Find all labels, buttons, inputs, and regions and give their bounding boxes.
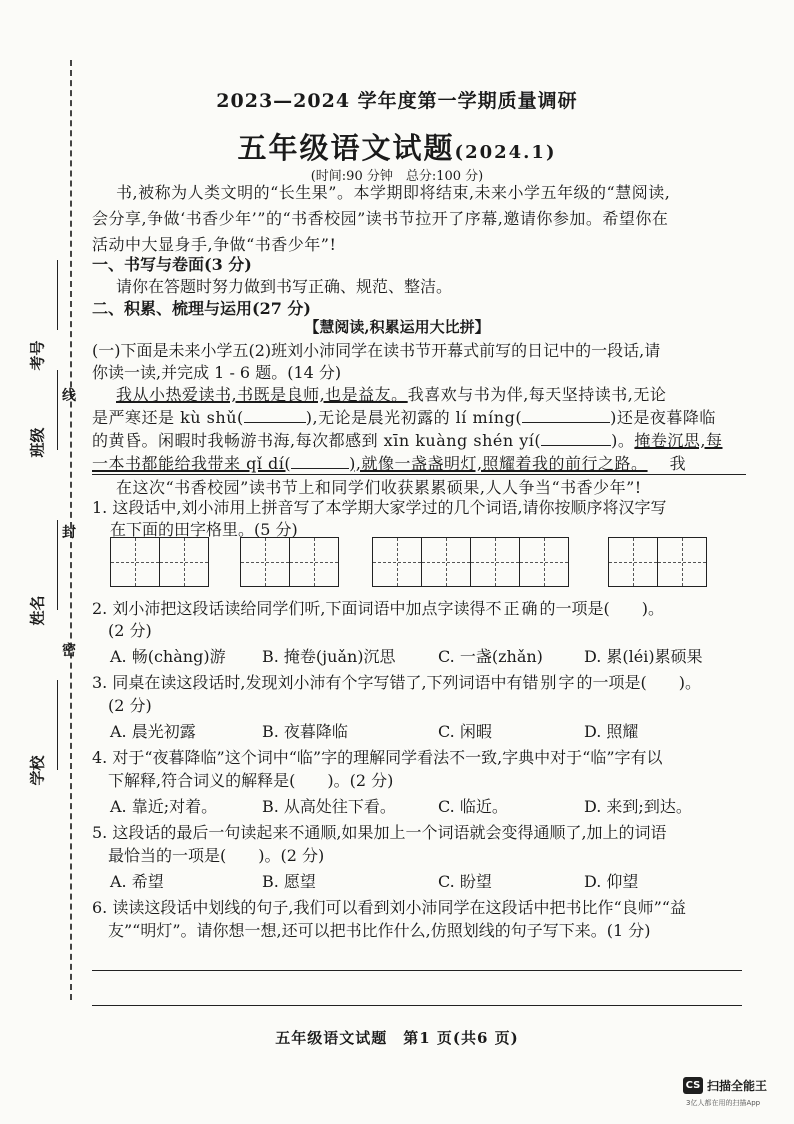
- tianzige-group-3[interactable]: [372, 537, 569, 587]
- underlined-sentence: 我从小热爱读书,书既是良师,也是益友。: [116, 385, 408, 404]
- diary-line-3: [92, 428, 752, 451]
- q2-option-c[interactable]: C. 一盏(zhǎn): [438, 647, 543, 666]
- q4-option-b[interactable]: B. 从高处往下看。: [262, 797, 396, 816]
- diary-line-2c: )还是夜暮降临: [610, 408, 716, 427]
- name-label: 姓名: [28, 595, 47, 626]
- q3-line-1: [92, 670, 752, 693]
- q2-line-1: [92, 596, 752, 619]
- part1-intro-line-2: 你读一读,并完成 1 - 6 题。(14 分): [92, 363, 342, 382]
- q5-line-1: 5. 这段话的最后一句读起来不通顺,如果加上一个词语就会变得通顺了,加上的词语: [92, 823, 667, 842]
- section-banner: 【慧阅读,积累运用大比拼】: [304, 318, 490, 336]
- diary-line-3c: 掩卷沉思,每: [634, 431, 723, 450]
- section-2-heading: 二、积累、梳理与运用(27 分): [92, 299, 311, 318]
- tianzige-cell[interactable]: [159, 537, 209, 587]
- tianzige-cell[interactable]: [110, 537, 159, 587]
- q5-option-b[interactable]: B. 愿望: [262, 872, 316, 891]
- tianzige-cell[interactable]: [470, 537, 519, 587]
- tianzige-cell[interactable]: [657, 537, 707, 587]
- q6-line-2: 友”“明灯”。请你想一想,还可以把书比作什么,仿照划线的句子写下来。(1 分): [108, 921, 651, 940]
- tianzige-cell[interactable]: [608, 537, 657, 587]
- exam-title: 2023—2024 学年度第一学期质量调研: [216, 90, 578, 112]
- scanner-watermark: [683, 1077, 767, 1094]
- q4-option-d[interactable]: D. 来到;到达。: [584, 797, 692, 816]
- tianzige-group-4[interactable]: [608, 537, 707, 587]
- answer-blank-3[interactable]: [541, 430, 611, 446]
- q3-option-a[interactable]: A. 晨光初露: [110, 722, 196, 741]
- tianzige-cell[interactable]: [289, 537, 339, 587]
- tianzige-cell[interactable]: [519, 537, 569, 587]
- name-blank: [57, 520, 58, 610]
- diary-line-1-rest: 我喜欢与书为伴,每天坚持读书,无论: [407, 385, 667, 404]
- q5-option-c[interactable]: C. 盼望: [438, 872, 492, 891]
- seal-char-xian: 线: [62, 388, 76, 404]
- q4-line-1: 4. 对于“夜暮降临”这个词中“临”字的理解同学看法不一致,字典中对于“临”字有以: [92, 748, 663, 767]
- diary-line-2: [92, 405, 752, 428]
- q3-emphasis: 错别字: [522, 673, 577, 692]
- main-title-year: (2024.1): [454, 142, 557, 163]
- q2-option-a[interactable]: A. 畅(chàng)游: [110, 647, 226, 666]
- section-1-text: 请你在答题时努力做到书写正确、规范、整洁。: [116, 277, 453, 296]
- q6-line-1: 6. 读读这段话中划线的句子,我们可以看到刘小沛同学在这段话中把书比作“良师”“益: [92, 898, 686, 917]
- school-label: 学校: [28, 755, 47, 786]
- q2-option-b[interactable]: B. 掩卷(juǎn)沉思: [262, 647, 396, 666]
- q2-line-2: (2 分): [108, 621, 152, 640]
- q2-text-a: 2. 刘小沛把这段话读给同学们听,下面词语中加点字读得: [92, 599, 486, 618]
- intro-line-1: 书,被称为人类文明的“长生果”。本学期即将结束,未来小学五年级的“慧阅读,: [116, 183, 671, 202]
- q1-line-1: 1. 这段话中,刘小沛用上拼音写了本学期大家学过的几个词语,请你按顺序将汉字写: [92, 498, 667, 517]
- answer-blank-1[interactable]: [244, 407, 306, 423]
- diary-line-3b: )。: [611, 431, 635, 450]
- diary-line-2b: ),无论是晨光初露的 lí míng(: [305, 408, 523, 427]
- scanner-tagline: 3亿人都在用的扫描App: [686, 1099, 761, 1107]
- q5-option-d[interactable]: D. 仰望: [584, 872, 639, 891]
- q3-text-a: 3. 同桌在读这段话时,发现刘小沛有个字写错了,下列词语中有: [92, 673, 523, 692]
- tianzige-group-1[interactable]: [110, 537, 209, 587]
- diary-line-5: 在这次“书香校园”读书节上和同学们收获累累硕果,人人争当“书香少年”!: [92, 474, 746, 498]
- exam-time-score: (时间:90 分钟 总分:100 分): [310, 169, 484, 184]
- q2-emphasis: 不正确: [485, 599, 540, 618]
- q4-option-c[interactable]: C. 临近。: [438, 797, 508, 816]
- seal-char-mi: 密: [62, 643, 76, 659]
- part1-intro-line-1: (一)下面是未来小学五(2)班刘小沛同学在读书节开幕式前写的日记中的一段话,请: [92, 341, 661, 360]
- q3-text-c: 的一项是( )。: [576, 673, 702, 692]
- q4-option-a[interactable]: A. 靠近;对着。: [110, 797, 218, 816]
- school-blank: [57, 680, 58, 770]
- q3-line-2: (2 分): [108, 696, 152, 715]
- scanner-name: 扫描全能王: [707, 1079, 768, 1093]
- q3-option-b[interactable]: B. 夜暮降临: [262, 722, 348, 741]
- diary-line-3a: 的黄昏。闲暇时我畅游书海,每次都感到 xīn kuàng shén yí(: [92, 431, 542, 450]
- tianzige-cell[interactable]: [421, 537, 470, 587]
- answer-line-2[interactable]: [92, 1005, 742, 1006]
- class-blank: [57, 370, 58, 450]
- main-title: [0, 126, 794, 167]
- diary-line-4a: 一本书都能给我带来 qǐ dí(: [92, 454, 292, 473]
- q5-line-2: 最恰当的一项是( )。(2 分): [108, 846, 325, 865]
- q1-line-2: 在下面的田字格里。(5 分): [110, 520, 298, 539]
- main-title-text: 五年级语文试题: [237, 131, 455, 165]
- intro-line-3: 活动中大显身手,争做“书香少年”!: [92, 235, 337, 254]
- intro-line-2: 会分享,争做‘书香少年’”的“书香校园”读书节拉开了序幕,邀请你参加。希望你在: [92, 209, 669, 228]
- answer-line-1[interactable]: [92, 970, 742, 971]
- seal-char-feng: 封: [62, 525, 76, 541]
- diary-line-2a: 是严寒还是 kù shǔ(: [92, 408, 244, 427]
- class-label: 班级: [28, 427, 47, 458]
- answer-blank-4[interactable]: [291, 453, 349, 469]
- answer-blank-2[interactable]: [522, 407, 610, 423]
- section-1-heading: 一、书写与卷面(3 分): [92, 255, 252, 274]
- diary-line-4c: 我: [669, 454, 687, 473]
- q5-option-a[interactable]: A. 希望: [110, 872, 164, 891]
- q2-text-c: 的一项是( )。: [539, 599, 664, 618]
- q2-option-d[interactable]: D. 累(léi)累硕果: [584, 647, 703, 666]
- tianzige-cell[interactable]: [372, 537, 421, 587]
- tianzige-cell[interactable]: [240, 537, 289, 587]
- q3-option-c[interactable]: C. 闲暇: [438, 722, 492, 741]
- diary-line-1: [116, 382, 776, 405]
- diary-line-4: [92, 451, 752, 474]
- q3-option-d[interactable]: D. 照耀: [584, 722, 639, 741]
- q4-line-2: 下解释,符合词义的解释是( )。(2 分): [108, 771, 394, 790]
- exam-number-label: 考号: [28, 340, 47, 371]
- diary-line-4b: ),就像一盏盏明灯,照耀着我的前行之路。: [349, 454, 648, 473]
- page-footer: 五年级语文试题 第1 页(共6 页): [275, 1029, 519, 1047]
- tianzige-group-2[interactable]: [240, 537, 339, 587]
- camscanner-logo-icon: CS: [683, 1077, 703, 1094]
